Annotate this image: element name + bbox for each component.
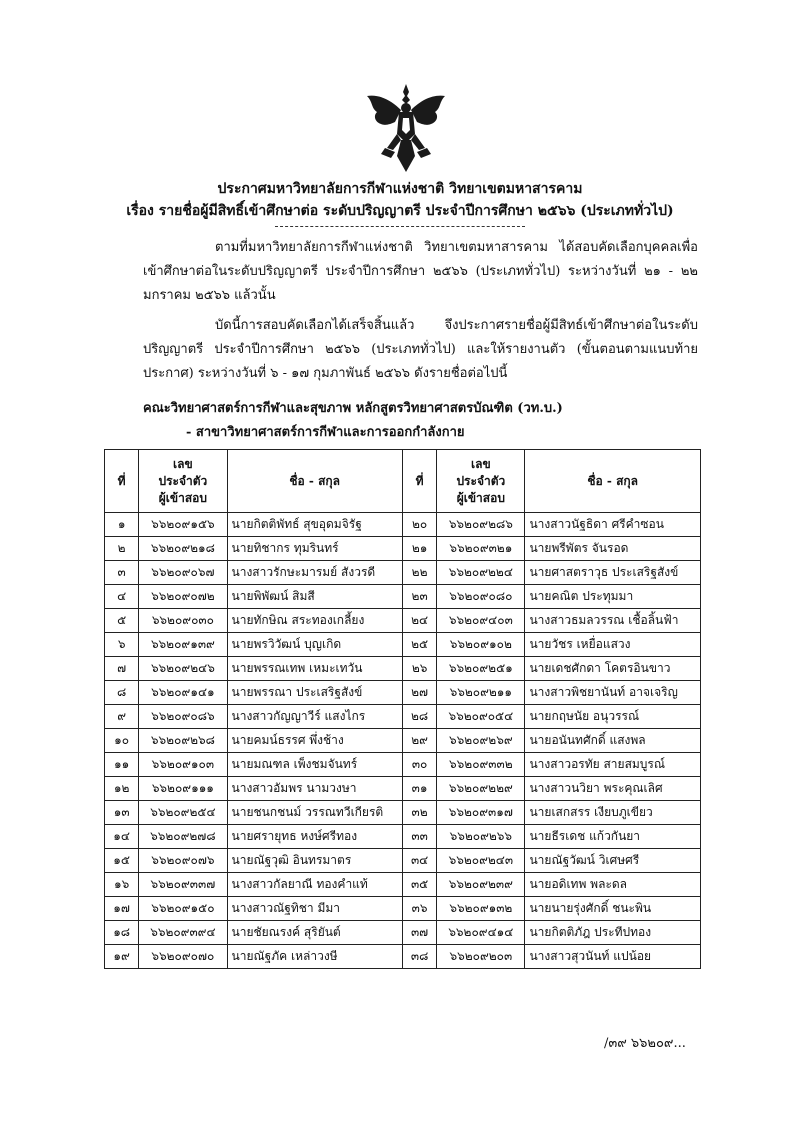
cell-full-name: นายคมน์ธรรศ พึ่งช้าง: [227, 729, 402, 753]
cell-number: ๙: [105, 705, 139, 729]
cell-exam-id: ๖๖๒๐๙๒๕๑: [437, 657, 525, 681]
cell-exam-id: ๖๖๒๐๙๑๕๖: [139, 513, 227, 537]
cell-exam-id: ๖๖๒๐๙๑๓๙: [139, 633, 227, 657]
table-row: [105, 801, 701, 825]
cell-exam-id: ๖๖๒๐๙๐๗๐: [139, 945, 227, 969]
cell-exam-id: ๖๖๒๐๙๓๓๗: [139, 873, 227, 897]
cell-exam-id: ๖๖๒๐๙๒๘๖: [437, 513, 525, 537]
cell-full-name: นางสาวนวิยา พระคุณเลิศ: [525, 777, 701, 801]
cell-number: ๑๔: [105, 825, 139, 849]
cell-exam-id: ๖๖๒๐๙๐๘๐: [437, 585, 525, 609]
table-row: [105, 585, 701, 609]
page-continuation: /๓๙ ๖๖๒๐๙...: [604, 1036, 686, 1051]
cell-full-name: นายทิชากร ทุมรินทร์: [227, 537, 402, 561]
cell-exam-id: ๖๖๒๐๙๓๓๒: [437, 753, 525, 777]
cell-full-name: นายพิพัฒน์ สิมสี: [227, 585, 402, 609]
cell-full-name: นายณัฐวุฒิ อินทรมาตร: [227, 849, 402, 873]
table-row: [105, 561, 701, 585]
cell-number: ๓๐: [402, 753, 436, 777]
cell-full-name: นายอนันทศักดิ์ แสงพล: [525, 729, 701, 753]
table-row: [105, 681, 701, 705]
table-row: [105, 753, 701, 777]
cell-full-name: นายกฤษนัย อนุวรรณ์: [525, 705, 701, 729]
paragraph-announcement-text: บัดนี้การสอบคัดเลือกได้เสร็จสิ้นแล้ว จึงประกาศรายชื่อผู้มีสิทธ์เข้าศึกษาต่อในระดับปริญญาตรี ประจำปีการศึกษา ๒๕๖๖ (ประเภททั่วไป) และให้รายงานตัว (ขั้นตอนตามแนบท้ายประกาศ) ระหว่างวันที่ ๖ - ๑๗ กุมภาพันธ์ ๒๕๖๖ ดังรายชื่อต่อไปนี้: [143, 318, 698, 381]
cell-exam-id: ๖๖๒๐๙๐๓๐: [139, 609, 227, 633]
cell-full-name: นางสาวณัฐทิชา มีมา: [227, 897, 402, 921]
cell-full-name: นายณัฐภัค เหล่าวงษี: [227, 945, 402, 969]
cell-number: ๕: [105, 609, 139, 633]
cell-number: ๑๘: [105, 921, 139, 945]
cell-exam-id: ๖๖๒๐๙๑๕๐: [139, 897, 227, 921]
cell-full-name: นางสาวอรทัย สายสมบูรณ์: [525, 753, 701, 777]
cell-number: ๒๘: [402, 705, 436, 729]
cell-exam-id: ๖๖๒๐๙๐๕๔: [437, 705, 525, 729]
table-row: [105, 609, 701, 633]
title-separator: [275, 226, 525, 227]
cell-full-name: นางสาวสุวนันท์ แปน้อย: [525, 945, 701, 969]
cell-full-name: นายนายรุ่งศักดิ์ ชนะพิน: [525, 897, 701, 921]
cell-exam-id: ๖๖๒๐๙๑๓๒: [437, 897, 525, 921]
cell-number: ๓๘: [402, 945, 436, 969]
table-row: [105, 657, 701, 681]
header-no: ที่: [105, 450, 139, 513]
cell-exam-id: ๖๖๒๐๙๑๐๒: [437, 633, 525, 657]
cell-exam-id: ๖๖๒๐๙๑๑๑: [139, 777, 227, 801]
cell-full-name: นายพรรณเทพ เหมะเทวัน: [227, 657, 402, 681]
cell-full-name: นายคณิต ประทุมมา: [525, 585, 701, 609]
cell-full-name: นางสาวกัญญาวีร์ แสงไกร: [227, 705, 402, 729]
cell-number: ๓๒: [402, 801, 436, 825]
candidate-table: [104, 449, 701, 969]
cell-number: ๑๑: [105, 753, 139, 777]
header-id-line1: เลข: [471, 456, 491, 471]
cell-exam-id: ๖๖๒๐๙๒๕๔: [139, 801, 227, 825]
cell-exam-id: ๖๖๒๐๙๒๔๓: [437, 849, 525, 873]
garuda-emblem-icon: [365, 82, 447, 174]
cell-full-name: นายวัชร เหยื่อแสวง: [525, 633, 701, 657]
cell-number: ๑๐: [105, 729, 139, 753]
cell-full-name: นายธีรเดช แก้วกันยา: [525, 825, 701, 849]
table-header-row: [105, 450, 701, 513]
header-id: [139, 450, 227, 513]
cell-full-name: นางสาวพิชยานันท์ อาจเจริญ: [525, 681, 701, 705]
paragraph-intro: [143, 236, 698, 308]
cell-full-name: นายชัยณรงค์ สุริยันต์: [227, 921, 402, 945]
table-row: [105, 777, 701, 801]
header-id-line3: ผู้เข้าสอบ: [158, 490, 207, 505]
cell-exam-id: ๖๖๒๐๙๒๖๙: [437, 729, 525, 753]
cell-exam-id: ๖๖๒๐๙๓๒๑: [437, 537, 525, 561]
cell-exam-id: ๖๖๒๐๙๐๗๖: [139, 849, 227, 873]
header-id-line2: ประจำตัว: [158, 473, 208, 488]
cell-full-name: นายเสกสรร เงียบภูเขียว: [525, 801, 701, 825]
cell-number: ๒๙: [402, 729, 436, 753]
table-row: [105, 537, 701, 561]
cell-number: ๑๓: [105, 801, 139, 825]
cell-full-name: นางสาวนัฐธิดา ศรีคำซอน: [525, 513, 701, 537]
table-row: [105, 633, 701, 657]
header-no: ที่: [402, 450, 436, 513]
cell-number: ๓๓: [402, 825, 436, 849]
cell-number: ๒๒: [402, 561, 436, 585]
cell-full-name: นายกิตติภัฎ ประทีปทอง: [525, 921, 701, 945]
table-row: [105, 729, 701, 753]
announcement-subject: เรื่อง รายชื่อผู้มีสิทธิ์เข้าศึกษาต่อ ระดับปริญญาตรี ประจำปีการศึกษา ๒๕๖๖ (ประเภททั่วไป): [126, 203, 674, 219]
cell-number: ๑: [105, 513, 139, 537]
header-id-line3: ผู้เข้าสอบ: [456, 490, 505, 505]
table-row: [105, 825, 701, 849]
header-name: ชื่อ - สกุล: [227, 450, 402, 513]
table-row: [105, 897, 701, 921]
cell-number: ๓: [105, 561, 139, 585]
cell-exam-id: ๖๖๒๐๙๒๖๘: [139, 729, 227, 753]
cell-full-name: นายพรีพัตร จันรอด: [525, 537, 701, 561]
cell-number: ๑๗: [105, 897, 139, 921]
cell-number: ๒: [105, 537, 139, 561]
cell-number: ๒๑: [402, 537, 436, 561]
cell-number: ๒๓: [402, 585, 436, 609]
header-id: [437, 450, 525, 513]
table-row: [105, 873, 701, 897]
cell-number: ๗: [105, 657, 139, 681]
cell-number: ๓๕: [402, 873, 436, 897]
table-row: [105, 945, 701, 969]
cell-number: ๓๗: [402, 921, 436, 945]
cell-number: ๑๖: [105, 873, 139, 897]
cell-full-name: นายณัฐวัฒน์ วิเศษศรี: [525, 849, 701, 873]
faculty-heading: คณะวิทยาศาสตร์การกีฬาและสุขภาพ หลักสูตรวิทยาศาสตรบัณฑิต (วท.บ.): [143, 401, 563, 416]
cell-exam-id: ๖๖๒๐๙๒๒๔: [437, 561, 525, 585]
cell-number: ๖: [105, 633, 139, 657]
cell-exam-id: ๖๖๒๐๙๒๐๓: [437, 945, 525, 969]
cell-full-name: นายพรรณา ประเสริฐสังข์: [227, 681, 402, 705]
cell-full-name: นายทักษิณ สระทองเกลี้ยง: [227, 609, 402, 633]
cell-full-name: นายศรายุทธ หงษ์ศรีทอง: [227, 825, 402, 849]
cell-number: ๒๗: [402, 681, 436, 705]
cell-exam-id: ๖๖๒๐๙๒๒๙: [437, 777, 525, 801]
cell-number: ๒๔: [402, 609, 436, 633]
cell-exam-id: ๖๖๒๐๙๐๘๖: [139, 705, 227, 729]
cell-number: ๑๕: [105, 849, 139, 873]
cell-full-name: นางสาวรักษะมารมย์ สังวรดี: [227, 561, 402, 585]
cell-number: ๑๒: [105, 777, 139, 801]
table-row: [105, 513, 701, 537]
cell-full-name: นายศาสตราวุธ ประเสริฐสังข์: [525, 561, 701, 585]
cell-full-name: นางสาวธมลวรรณ เชื้อลิ้นฟ้า: [525, 609, 701, 633]
cell-full-name: นายอดิเทพ พละดล: [525, 873, 701, 897]
cell-number: ๒๕: [402, 633, 436, 657]
table-row: [105, 921, 701, 945]
cell-full-name: นายพรวิวัฒน์ บุญเกิด: [227, 633, 402, 657]
cell-full-name: นายเดชศักดา โคตรอินขาว: [525, 657, 701, 681]
announcement-title: ประกาศมหาวิทยาลัยการกีฬาแห่งชาติ วิทยาเขตมหาสารคาม: [217, 181, 583, 197]
cell-exam-id: ๖๖๒๐๙๓๙๔: [139, 921, 227, 945]
table-row: [105, 705, 701, 729]
cell-number: ๒๖: [402, 657, 436, 681]
cell-full-name: นายชนกชนม์ วรรณทวีเกียรติ: [227, 801, 402, 825]
header-name: ชื่อ - สกุล: [525, 450, 701, 513]
cell-exam-id: ๖๖๒๐๙๒๖๖: [437, 825, 525, 849]
cell-exam-id: ๖๖๒๐๙๐๗๒: [139, 585, 227, 609]
cell-exam-id: ๖๖๒๐๙๒๓๙: [437, 873, 525, 897]
paragraph-intro-text: ตามที่มหาวิทยาลัยการกีฬาแห่งชาติ วิทยาเขตมหาสารคาม ได้สอบคัดเลือกบุคคลเพื่อเข้าศึกษาต่อในระดับปริญญาตรี ประจำปีการศึกษา ๒๕๖๖ (ประเภททั่วไป) ระหว่างวันที่ ๒๑ - ๒๒ มกราคม ๒๕๖๖ แล้วนั้น: [143, 240, 698, 303]
header-id-line2: ประจำตัว: [456, 473, 506, 488]
cell-exam-id: ๖๖๒๐๙๓๑๗: [437, 801, 525, 825]
cell-full-name: นายกิตติพัทธ์ สุขอุดมจิรัฐ: [227, 513, 402, 537]
cell-number: ๒๐: [402, 513, 436, 537]
cell-exam-id: ๖๖๒๐๙๔๐๓: [437, 609, 525, 633]
paragraph-announcement: [143, 314, 698, 386]
cell-exam-id: ๖๖๒๐๙๒๔๖: [139, 657, 227, 681]
cell-exam-id: ๖๖๒๐๙๔๑๔: [437, 921, 525, 945]
cell-number: ๓๑: [402, 777, 436, 801]
cell-exam-id: ๖๖๒๐๙๑๔๑: [139, 681, 227, 705]
header-id-line1: เลข: [173, 456, 193, 471]
table-row: [105, 849, 701, 873]
cell-full-name: นางสาวอัมพร นามวงษา: [227, 777, 402, 801]
cell-number: ๔: [105, 585, 139, 609]
cell-exam-id: ๖๖๒๐๙๒๗๘: [139, 825, 227, 849]
cell-exam-id: ๖๖๒๐๙๑๐๓: [139, 753, 227, 777]
cell-exam-id: ๖๖๒๐๙๒๑๑: [437, 681, 525, 705]
cell-full-name: นางสาวกัลยาณี ทองคำแท้: [227, 873, 402, 897]
cell-number: ๘: [105, 681, 139, 705]
cell-exam-id: ๖๖๒๐๙๐๖๗: [139, 561, 227, 585]
cell-full-name: นายมณฑล เพ็งชมจันทร์: [227, 753, 402, 777]
cell-number: ๓๖: [402, 897, 436, 921]
cell-number: ๓๔: [402, 849, 436, 873]
branch-heading: - สาขาวิทยาศาสตร์การกีฬาและการออกกำลังกาย: [186, 425, 465, 440]
cell-exam-id: ๖๖๒๐๙๒๑๘: [139, 537, 227, 561]
cell-number: ๑๙: [105, 945, 139, 969]
